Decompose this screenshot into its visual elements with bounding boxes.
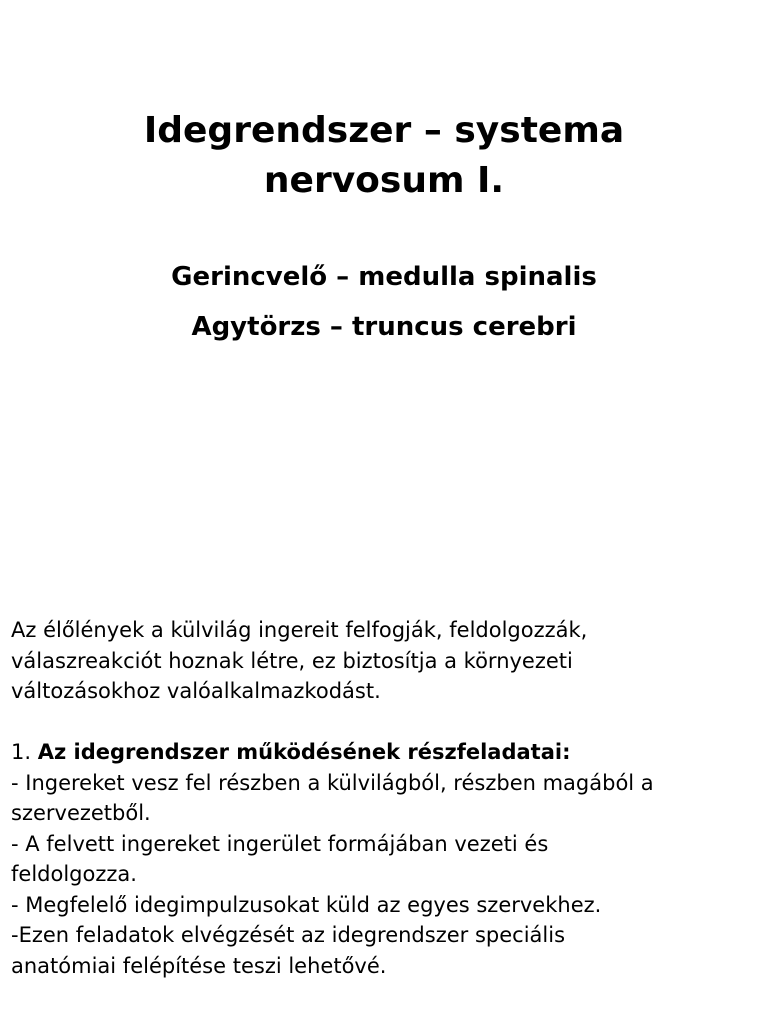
section-1-line: - Megfelelő idegimpulzusokat küld az egyes szervekhez. — [11, 892, 602, 917]
intro-line: változásokhoz valóalkalmazkodást. — [11, 679, 381, 703]
section-1-line: anatómiai felépítése teszi lehetővé. — [11, 953, 387, 978]
page-title — [0, 106, 768, 206]
section-1-line: - Ingereket vesz fel részben a külvilágból, részben magából a — [11, 770, 654, 795]
section-1-line: -Ezen feladatok elvégzését az idegrendszer speciális — [11, 923, 566, 947]
title-line-1: Idegrendszer – systema — [143, 110, 625, 151]
section-1-line: szervezetből. — [11, 801, 151, 825]
section-1-line: feldolgozza. — [11, 862, 137, 886]
title-line-2: nervosum I. — [263, 160, 505, 201]
subtitle-brainstem: Agytörzs – truncus cerebri — [191, 312, 577, 342]
section-1-line: - A felvett ingereket ingerület formájában vezeti és — [11, 831, 549, 856]
intro-paragraph — [11, 615, 761, 707]
section-heading: Az idegrendszer működésének részfeladatai: — [37, 740, 571, 764]
intro-line: válaszreakciót hoznak létre, ez biztosítja a környezeti — [11, 648, 573, 673]
section-number: 1. — [11, 740, 32, 764]
subtitle-spinal-cord: Gerincvelő – medulla spinalis — [171, 262, 597, 292]
section-1 — [11, 737, 761, 981]
intro-line: Az élőlények a külvilág ingereit felfogják, feldolgozzák, — [11, 618, 588, 642]
section-1-heading-line — [11, 737, 761, 768]
